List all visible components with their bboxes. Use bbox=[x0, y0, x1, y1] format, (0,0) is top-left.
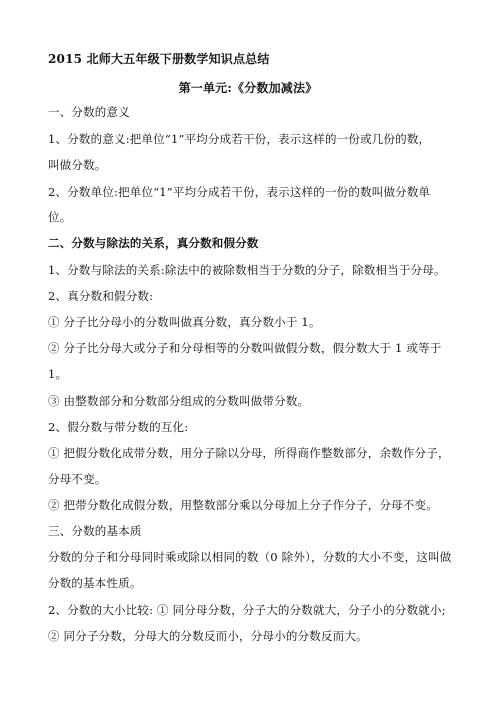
paragraph-line: 1、分数的意义:把单位“1”平均分成若干份，表示这样的一份或几份的数， bbox=[48, 132, 431, 146]
section-heading: 一、分数的意义 bbox=[48, 105, 130, 119]
section-heading: 二、分数与除法的关系，真分数和假分数 bbox=[48, 236, 259, 250]
list-item: ① 分子比分母小的分数叫做真分数，真分数小于 1。 bbox=[48, 315, 321, 329]
section-heading: 三、分数的基本质 bbox=[48, 524, 142, 538]
paragraph-line: 1。 bbox=[48, 367, 68, 381]
paragraph-line: 位。 bbox=[48, 210, 72, 224]
paragraph-line: 2、真分数和假分数: bbox=[48, 289, 154, 303]
document-title: 2015 北师大五年级下册数学知识点总结 bbox=[48, 52, 270, 66]
paragraph-line: 分数的分子和分母同时乘或除以相同的数（0 除外），分数的大小不变，这叫做 bbox=[48, 550, 452, 564]
unit-title: 第一单元:《分数加减法》 bbox=[178, 81, 318, 95]
list-item: ② 同分子分数，分母大的分数反而小，分母小的分数反而大。 bbox=[48, 629, 368, 643]
paragraph-line: 分数的基本性质。 bbox=[48, 576, 142, 590]
paragraph-line: 叫做分数。 bbox=[48, 158, 107, 172]
paragraph-line: 2、假分数与带分数的互化: bbox=[48, 420, 189, 434]
list-item: ② 分子比分母大或分子和分母相等的分数叫做假分数，假分数大于 1 或等于 bbox=[48, 341, 442, 355]
paragraph-line: 2、分数单位:把单位“1”平均分成若干份，表示这样的一份的数叫做分数单 bbox=[48, 185, 431, 199]
list-item: ② 把带分数化成假分数，用整数部分乘以分母加上分子作分子，分母不变。 bbox=[48, 498, 438, 512]
paragraph-line: 1、分数与除法的关系:除法中的被除数相当于分数的分子，除数相当于分母。 bbox=[48, 263, 446, 277]
paragraph-line: 分母不变。 bbox=[48, 472, 107, 486]
list-item: ③ 由整数部分和分数部分组成的分数叫做带分数。 bbox=[48, 394, 310, 408]
paragraph-line: 2、分数的大小比较: ① 同分母分数，分子大的分数就大，分子小的分数就小; bbox=[48, 603, 446, 617]
list-item: ① 把假分数化成带分数，用分子除以分母，所得商作整数部分，余数作分子， bbox=[48, 446, 450, 460]
